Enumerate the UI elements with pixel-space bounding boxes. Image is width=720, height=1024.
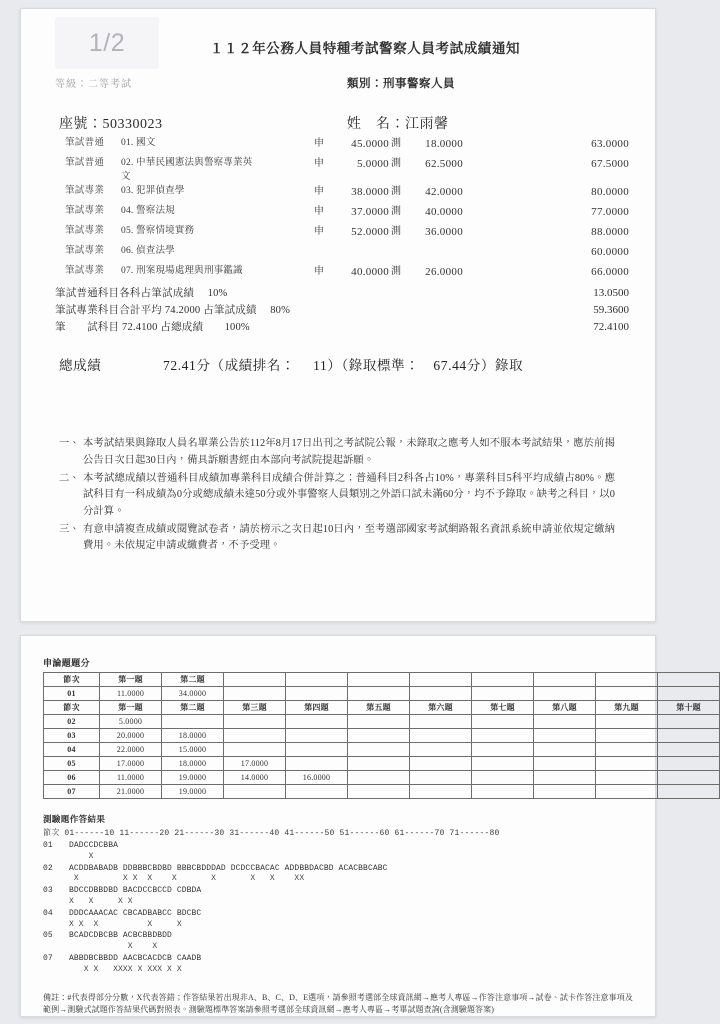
essay-cell: [348, 715, 410, 729]
objective-score: 62.5000: [425, 158, 463, 170]
essay-cell: 第七題: [472, 701, 534, 715]
essay-data-row: [44, 715, 720, 729]
note-item: [59, 471, 615, 521]
subject-name: 03. 犯罪偵查學: [121, 185, 185, 196]
answer-sequence-line: [43, 954, 637, 965]
subject-score-table: [47, 137, 629, 285]
essay-cell: 18.0000: [162, 729, 224, 743]
summary-row: [47, 285, 629, 302]
document-page-2: [20, 635, 701, 1017]
essay-cell: 11.0000: [100, 687, 162, 701]
objective-score: 26.0000: [425, 265, 463, 278]
essay-cell: [596, 687, 658, 701]
answer-marks-gutter: [43, 852, 69, 863]
essay-cell: [534, 757, 596, 771]
essay-row-index: 01: [44, 687, 100, 701]
essay-cell: 第五題: [348, 701, 410, 715]
essay-cell: [658, 673, 720, 687]
objective-mark: 測: [391, 158, 401, 169]
answer-marks-line: [43, 965, 637, 976]
answer-sequence-line: [43, 864, 637, 875]
essay-cell: [534, 785, 596, 799]
subject-name: 07. 刑案現場處理與刑事鑑識: [121, 265, 243, 276]
objective-mark: 測: [391, 225, 401, 237]
answer-marks-gutter: [43, 965, 69, 976]
essay-cell: [596, 771, 658, 785]
subject-total-score: 88.0000: [591, 225, 629, 238]
essay-row-index: 04: [44, 743, 100, 757]
essay-cell: 18.0000: [162, 757, 224, 771]
essay-data-row: [44, 687, 720, 701]
answer-section-number: 01: [43, 841, 53, 850]
answer-sequence: BDCCDBBDBD BACDCCBCCD CDBDA: [69, 886, 202, 896]
essay-cell: 第二題: [162, 701, 224, 715]
subject-name: 04. 警察法規: [121, 205, 175, 216]
answer-row: [43, 886, 637, 908]
essay-row-index: 05: [44, 757, 100, 771]
essay-cell: 第八題: [534, 701, 596, 715]
essay-cell: [534, 673, 596, 687]
essay-cell: [658, 743, 720, 757]
essay-score: 5.0000: [356, 158, 389, 170]
notes-list: [47, 436, 629, 555]
answer-marks: X: [69, 851, 119, 861]
note-item: [59, 436, 615, 469]
essay-cell: 22.0000: [100, 743, 162, 757]
subject-row: [47, 205, 629, 225]
essay-mark: 申: [314, 205, 324, 217]
subject-kind: 筆試專業: [65, 265, 105, 276]
grand-total-row: [47, 354, 629, 374]
essay-row-index: 07: [44, 785, 100, 799]
essay-data-row: [44, 785, 720, 799]
answer-marks: X X X X: [69, 896, 133, 906]
subject-total-score: 77.0000: [591, 205, 629, 218]
subject-kind: 筆試普通: [65, 158, 105, 168]
essay-cell: [410, 771, 472, 785]
essay-cell: [410, 743, 472, 757]
answer-marks-line: [43, 852, 637, 863]
subject-total-score: 67.5000: [591, 158, 629, 170]
subject-total-score: 80.0000: [591, 185, 629, 198]
subject-total-score: 66.0000: [591, 265, 629, 278]
subject-row: [47, 185, 629, 205]
essay-header-row: [44, 673, 720, 687]
essay-cell: [472, 757, 534, 771]
essay-row-index: 02: [44, 715, 100, 729]
essay-cell: [348, 785, 410, 799]
exam-level-label: 等級：二等考試: [55, 79, 132, 90]
essay-score-table: [43, 672, 720, 799]
summary-row: [47, 302, 629, 319]
objective-mark: 測: [391, 265, 401, 277]
essay-cell: [596, 785, 658, 799]
essay-mark: 申: [314, 225, 324, 237]
answer-sequence-line: [43, 886, 637, 897]
page-indicator-badge: 1/2: [55, 17, 159, 69]
essay-cell: 第一題: [100, 673, 162, 687]
subject-row: [47, 225, 629, 245]
subject-name: 01. 國文: [121, 138, 156, 148]
objective-score: 40.0000: [425, 205, 463, 218]
score-summary-block: [47, 285, 629, 337]
answers-section: [43, 813, 637, 976]
note-body: 本考試總成績以普通科目成績加專業科目成績合併計算之：普通科目2科各占10%，專業科目5科平均成績占80%。應試科目有一科成績為0分或總成績未達50分或外事警察人員類別之外語口試未滿60分，均不予錄取。缺考之科目，以0分計算。: [83, 472, 615, 518]
essay-cell: 17.0000: [224, 757, 286, 771]
essay-cell: [348, 673, 410, 687]
subject-name: 02. 中華民國憲法與警察專業英 文: [121, 158, 253, 182]
essay-cell: [410, 715, 472, 729]
answer-sequence: BCADCDBCBB ACBCBBDBDD: [69, 931, 172, 941]
essay-cell: 16.0000: [286, 771, 348, 785]
objective-score: 42.0000: [425, 185, 463, 198]
subject-total-score: 60.0000: [591, 245, 629, 258]
essay-cell: [410, 687, 472, 701]
answer-sequence-line: [43, 931, 637, 942]
subject-name: 05. 警察情境實務: [121, 225, 195, 236]
grand-total-value: 72.41分（成績排名： 11）（錄取標準： 67.44分）錄取: [163, 358, 524, 374]
essay-cell: 第三題: [224, 701, 286, 715]
answer-marks-line: [43, 874, 637, 885]
essay-cell: [472, 687, 534, 701]
essay-cell: [658, 785, 720, 799]
essay-cell: [224, 715, 286, 729]
answer-marks-line: [43, 942, 637, 953]
essay-cell: 34.0000: [162, 687, 224, 701]
essay-cell: 11.0000: [100, 771, 162, 785]
note-body: 有意申請複查成績或閱覽試卷者，請於榜示之次日起10日內，至考選部國家考試網路報名資訊系統申請並依規定繳納費用。未依規定申請或繳費者，不予受理。: [83, 523, 615, 552]
essay-cell: [472, 743, 534, 757]
essay-cell: [472, 729, 534, 743]
objective-mark: 測: [391, 205, 401, 217]
objective-mark: 測: [391, 185, 401, 197]
essay-row-index: 節次: [44, 701, 100, 715]
essay-mark: 申: [314, 185, 324, 197]
essay-cell: [286, 673, 348, 687]
essay-cell: [286, 743, 348, 757]
exam-meta-row: [47, 75, 629, 91]
answer-marks-line: [43, 897, 637, 908]
essay-cell: [286, 687, 348, 701]
essay-mark: 申: [314, 158, 324, 169]
essay-cell: [658, 715, 720, 729]
answer-marks-line: [43, 920, 637, 931]
answer-section-number: 02: [43, 863, 53, 873]
essay-row-index: 節次: [44, 673, 100, 687]
essay-cell: [658, 729, 720, 743]
page-title: １１２年公務人員特種考試警察人員考試成績通知: [209, 41, 521, 56]
essay-cell: [224, 729, 286, 743]
essay-cell: [410, 757, 472, 771]
objective-score: 18.0000: [425, 138, 463, 150]
essay-cell: [596, 673, 658, 687]
summary-value: 72.4100: [593, 321, 629, 334]
answer-marks: X X X X X: [69, 919, 182, 929]
essay-score: 37.0000: [351, 205, 389, 218]
document-page-1: [20, 8, 656, 622]
footnote-text: 備註：#代表得部分分數，X代表答錯；作答結果若出現非A、B、C、D、E選項，請參照考選部全球資訊網→應考人專區→作答注意事項→試卷、試卡作答注意事項及範例→測驗式試題作答結果代碼對照表。測驗題標準答案請參照考選部全球資訊網→應考人專區→考畢試題查詢(含測驗題答案): [43, 992, 633, 1015]
essay-cell: [224, 687, 286, 701]
essay-score: 40.0000: [351, 265, 389, 278]
grand-total-label: 總成績: [59, 358, 102, 374]
essay-cell: [596, 757, 658, 771]
answer-section-number: 05: [43, 931, 53, 941]
essay-cell: 19.0000: [162, 785, 224, 799]
answer-row: [43, 909, 637, 931]
essay-cell: [224, 743, 286, 757]
summary-value: 59.3600: [593, 303, 629, 316]
objective-score: 36.0000: [425, 225, 463, 238]
essay-cell: [596, 715, 658, 729]
essay-cell: [658, 687, 720, 701]
essay-cell: [348, 771, 410, 785]
subject-kind: 筆試專業: [65, 225, 105, 236]
answer-sequence: ABBDBCBBDD AACBCACDCB CAADB: [69, 953, 202, 963]
note-number: 一、: [59, 438, 80, 450]
answer-marks: X X XXXX X XXX X X: [69, 964, 182, 974]
essay-cell: [534, 743, 596, 757]
answer-row: [43, 864, 637, 886]
note-body: 本考試結果與錄取人員名單業公告於112年8月17日出刊之考試院公報，未錄取之應考人如不服本考試結果，應於前揭公告日次日起30日內，備具訴願書經由本部向考試院提起訴願。: [83, 438, 615, 466]
essay-cell: 第四題: [286, 701, 348, 715]
candidate-name: 姓 名：江雨馨: [347, 117, 449, 132]
subject-name: 06. 偵查法學: [121, 245, 175, 256]
essay-header-row: [44, 701, 720, 715]
essay-cell: [410, 729, 472, 743]
subject-row: [47, 137, 629, 157]
answer-section-number: 03: [43, 886, 53, 896]
essay-section-title: 申論題題分: [43, 658, 91, 668]
summary-label: 筆試普通科目各科占筆試成績 10%: [55, 287, 228, 299]
essay-cell: [472, 785, 534, 799]
answer-sequence: DADCCDCBBA: [69, 841, 119, 850]
answer-sequence-line: [43, 841, 637, 852]
essay-cell: [658, 771, 720, 785]
essay-cell: [596, 743, 658, 757]
essay-cell: 第十題: [658, 701, 720, 715]
subject-row: [47, 265, 629, 285]
objective-mark: 測: [391, 138, 401, 149]
essay-score: 38.0000: [351, 185, 389, 198]
seat-number: 座號：50330023: [59, 117, 163, 132]
answer-row: [43, 931, 637, 953]
answers-section-title: 測驗題作答結果: [43, 814, 106, 824]
essay-cell: 14.0000: [224, 771, 286, 785]
essay-cell: [410, 673, 472, 687]
essay-row-index: 03: [44, 729, 100, 743]
essay-mark: 申: [314, 138, 324, 149]
essay-score: 52.0000: [351, 225, 389, 238]
answer-marks-gutter: [43, 920, 69, 931]
subject-kind: 筆試專業: [65, 185, 105, 196]
essay-cell: [472, 771, 534, 785]
essay-cell: [534, 771, 596, 785]
exam-category-label: 類別：刑事警察人員: [347, 78, 455, 90]
answer-marks-gutter: [43, 874, 69, 885]
answer-row: [43, 841, 637, 863]
essay-cell: [534, 729, 596, 743]
essay-cell: [410, 785, 472, 799]
essay-data-row: [44, 771, 720, 785]
subject-kind: 筆試專業: [65, 205, 105, 216]
subject-row: [47, 245, 629, 265]
essay-cell: [286, 729, 348, 743]
essay-cell: 第九題: [596, 701, 658, 715]
essay-table-body: [44, 673, 720, 799]
subject-row: [47, 157, 629, 185]
answer-row: [43, 954, 637, 976]
answers-list: [43, 841, 637, 976]
note-item: [59, 522, 615, 555]
essay-cell: [534, 687, 596, 701]
subject-kind: 筆試專業: [65, 245, 105, 256]
answer-marks: X X: [69, 942, 158, 952]
essay-cell: [286, 757, 348, 771]
summary-label: 筆試專業科目合計平均 74.2000 占筆試成績 80%: [55, 304, 291, 316]
essay-cell: 20.0000: [100, 729, 162, 743]
subject-total-score: 63.0000: [591, 138, 629, 150]
essay-cell: 17.0000: [100, 757, 162, 771]
essay-score: 45.0000: [351, 138, 389, 150]
essay-cell: [348, 757, 410, 771]
essay-cell: [472, 673, 534, 687]
essay-cell: 第二題: [162, 673, 224, 687]
essay-cell: [162, 715, 224, 729]
answers-scale-legend: 節次 01------10 11------20 21------30 31------40 41------50 51------60 61------70 71------80: [43, 829, 500, 838]
answer-sequence: DDDCAAACAC CBCADBABCC BDCBC: [69, 908, 202, 918]
essay-cell: [348, 729, 410, 743]
essay-cell: 15.0000: [162, 743, 224, 757]
essay-cell: [224, 673, 286, 687]
subject-kind: 筆試普通: [65, 138, 105, 148]
essay-cell: 21.0000: [100, 785, 162, 799]
summary-value: 13.0500: [593, 286, 629, 299]
essay-row-index: 06: [44, 771, 100, 785]
essay-cell: 第一題: [100, 701, 162, 715]
answer-marks-gutter: [43, 897, 69, 908]
essay-cell: [286, 715, 348, 729]
answer-marks: X X X X X X X X XX: [69, 874, 319, 884]
note-number: 三、: [59, 523, 80, 535]
essay-cell: [224, 785, 286, 799]
answer-section-number: 07: [43, 953, 53, 963]
summary-label: 筆 試科目 72.4100 占總成績 100%: [55, 322, 250, 334]
answer-marks-gutter: [43, 942, 69, 953]
essay-cell: 19.0000: [162, 771, 224, 785]
summary-row: [47, 319, 629, 336]
essay-cell: [472, 715, 534, 729]
essay-cell: 5.0000: [100, 715, 162, 729]
essay-cell: [596, 729, 658, 743]
essay-cell: [286, 785, 348, 799]
essay-mark: 申: [314, 265, 324, 277]
essay-cell: [348, 743, 410, 757]
candidate-identity-row: [47, 113, 629, 133]
essay-cell: [534, 715, 596, 729]
answer-sequence-line: [43, 909, 637, 920]
essay-data-row: [44, 757, 720, 771]
answer-section-number: 04: [43, 908, 53, 918]
essay-cell: [348, 687, 410, 701]
essay-data-row: [44, 743, 720, 757]
note-number: 二、: [59, 472, 80, 484]
essay-cell: [658, 757, 720, 771]
essay-data-row: [44, 729, 720, 743]
answer-sequence: ACDDBABADB DDBBBCBDBD BBBCBDDDAD DCDCCBACAC ADDBBDACBD ACACBBCABC: [69, 863, 388, 873]
essay-cell: 第六題: [410, 701, 472, 715]
